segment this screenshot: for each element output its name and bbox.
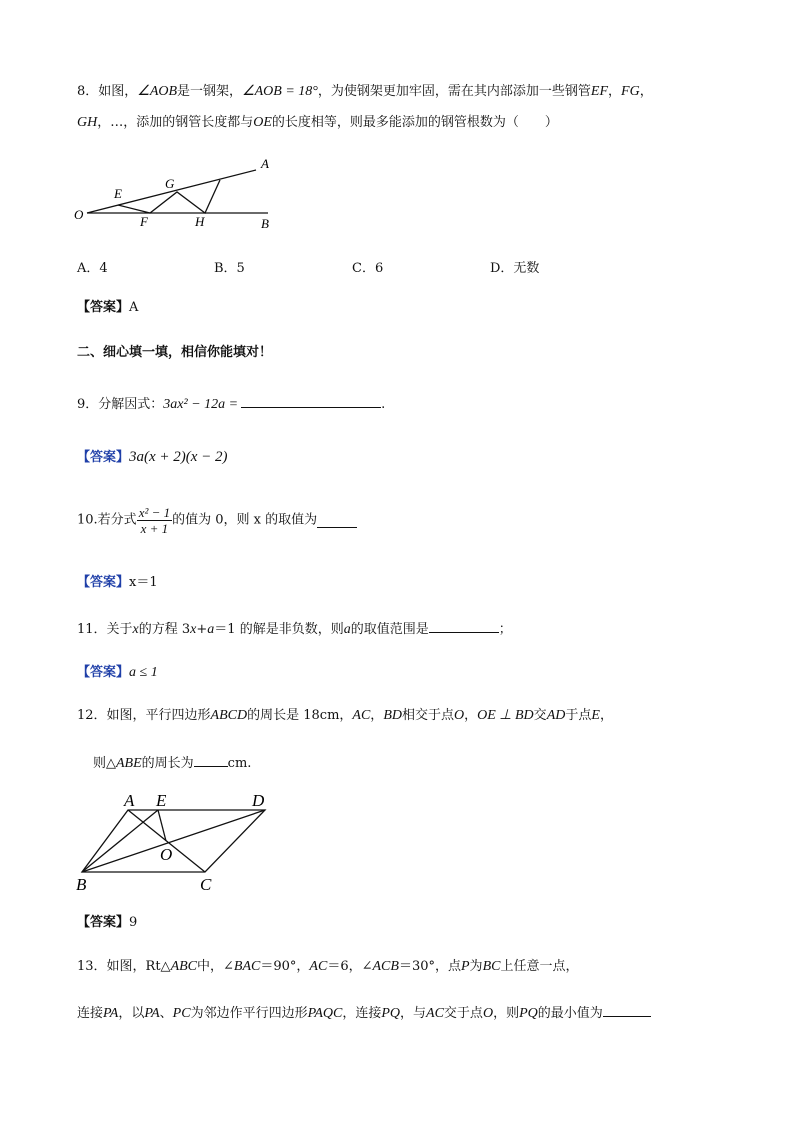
- q11-text: 的方程 3: [138, 622, 191, 637]
- q13-text: 交于点: [443, 1006, 483, 1021]
- label-o: O: [74, 207, 84, 222]
- q13-text: 的最小值为: [537, 1006, 603, 1021]
- label-c: C: [200, 875, 212, 894]
- q11-math: a: [207, 622, 215, 637]
- q13-math: ACB: [372, 959, 399, 974]
- q13-text: 连接: [77, 1006, 104, 1021]
- label-f: F: [140, 214, 148, 229]
- q8-option-c: C．6: [352, 261, 384, 276]
- q13-text: 、: [159, 1006, 173, 1021]
- q13-text: ，连接: [342, 1006, 382, 1021]
- q8-math: EF: [590, 84, 608, 99]
- q8-text: ，为使钢架更加牢固，需在其内部添加一些钢管: [317, 84, 591, 99]
- section-heading: 二、细心填一填，相信你能填对！: [77, 345, 273, 360]
- q9-period: .: [381, 397, 386, 412]
- fraction-numerator: x² − 1: [138, 505, 171, 520]
- q11-math: a: [343, 622, 351, 637]
- label-b: B: [261, 216, 269, 231]
- q12-math: ABE: [116, 756, 142, 771]
- q13-line2: [77, 1002, 651, 1024]
- q11-text: +: [196, 622, 208, 637]
- q11-text: ＝1 的解是非负数，则: [214, 622, 344, 637]
- answer-value: x＝1: [129, 575, 158, 590]
- q8-text: ，: [608, 84, 622, 99]
- q13-text: ，与: [400, 1006, 427, 1021]
- label-e: E: [114, 186, 122, 201]
- q13-text: 为: [469, 959, 483, 974]
- q8-option-a: A．4: [77, 261, 108, 276]
- q12-answer: [77, 913, 137, 933]
- label-o: O: [160, 845, 173, 864]
- fraction-denominator: x + 1: [140, 521, 169, 536]
- q13-text: ＝30°，点: [398, 959, 461, 974]
- q8-text: 的长度相等，则最多能添加的钢管根数为（ ）: [271, 115, 558, 130]
- q13-text: 13．如图，Rt△: [77, 959, 171, 974]
- q12-text: ，: [599, 708, 613, 723]
- q12-text: 于点: [565, 708, 592, 723]
- q12-text: 相交于点: [401, 708, 454, 723]
- q13-math: PA: [144, 1006, 160, 1021]
- q12-math: AC: [352, 708, 371, 723]
- q13-text: 中，∠: [197, 959, 234, 974]
- q11-text: ；: [498, 622, 512, 637]
- label-h: H: [195, 214, 205, 229]
- q12-text: 的周长是 18cm，: [247, 708, 353, 723]
- q13-text: 上任意一点，: [500, 959, 579, 974]
- q12-text: 的周长为: [141, 756, 194, 771]
- q12-math: OE ⊥ BD: [477, 708, 534, 723]
- q10-text: 10.若分式: [77, 512, 137, 528]
- label-g: G: [165, 176, 175, 191]
- q11-math: x: [132, 622, 139, 637]
- q11-text: 的取值范围是: [350, 622, 429, 637]
- q12-math: E: [591, 708, 600, 723]
- q13-text: ＝90°，: [260, 959, 310, 974]
- q13-math: PC: [172, 1006, 191, 1021]
- q9-text: 9．分解因式：: [77, 397, 164, 412]
- label-a: A: [124, 791, 135, 810]
- answer-label: 【答案】: [77, 300, 130, 315]
- label-b: B: [76, 875, 87, 894]
- q8-math: ∠AOB: [137, 84, 178, 99]
- q13-math: PA: [103, 1006, 119, 1021]
- q13-text: 为邻边作平行四边形: [190, 1006, 308, 1021]
- answer-label: 【答案】: [77, 450, 130, 465]
- q13-math: PQ: [519, 1006, 538, 1021]
- q8-math: OE: [253, 115, 272, 130]
- q13-text: ＝6，∠: [327, 959, 373, 974]
- q12-text: 交: [533, 708, 547, 723]
- q11-text: 11．关于: [77, 622, 133, 637]
- q13-text: ，则: [493, 1006, 520, 1021]
- q13-math: PAQC: [307, 1006, 343, 1021]
- answer-value: 3a(x + 2)(x − 2): [129, 449, 228, 465]
- q12-text: cm.: [227, 756, 252, 771]
- q13-blank[interactable]: [603, 1002, 651, 1017]
- q13-math: AC: [309, 959, 328, 974]
- label-d: D: [252, 791, 265, 810]
- q8-math: GH: [77, 115, 98, 130]
- segment-eo: [158, 810, 166, 841]
- q12-text: 则△: [93, 756, 116, 771]
- q8-option-d: D．无数: [490, 261, 540, 276]
- q13-math: AC: [426, 1006, 444, 1021]
- diagonal-bd: [82, 810, 265, 872]
- q13-math: P: [460, 959, 470, 974]
- q13-text: ，以: [118, 1006, 145, 1021]
- q12-text: 12．如图，平行四边形: [77, 708, 211, 723]
- q13-math: ABC: [170, 959, 198, 974]
- q13-math: BC: [482, 959, 501, 974]
- q8-text: ，…，添加的钢管长度都与: [97, 115, 254, 130]
- q12-text: ，: [370, 708, 384, 723]
- q8-text: 8．如图，: [77, 84, 138, 99]
- answer-label: 【答案】: [77, 915, 130, 930]
- label-e: E: [156, 791, 167, 810]
- answer-value: A: [129, 300, 139, 315]
- q8-text: 是一钢架，: [177, 84, 243, 99]
- q8-option-b: B．5: [214, 261, 245, 276]
- q8-math: ∠AOB = 18°: [242, 84, 318, 99]
- label-a: A: [261, 156, 269, 171]
- q12-math: ABCD: [210, 708, 248, 723]
- segment-be: [82, 810, 158, 872]
- answer-value: 9: [129, 915, 138, 930]
- q8-text: ，: [639, 84, 653, 99]
- answer-label: 【答案】: [77, 665, 130, 680]
- answer-value: a ≤ 1: [129, 665, 158, 680]
- answer-label: 【答案】: [77, 575, 130, 590]
- q13-math: O: [482, 1006, 494, 1021]
- q12-math: BD: [383, 708, 402, 723]
- q12-text: ，: [464, 708, 478, 723]
- q10-text: 的值为 0，则 x 的取值为: [172, 512, 318, 528]
- q13-line1: [77, 957, 578, 977]
- q11-math: x: [190, 622, 197, 637]
- q13-math: BAC: [233, 959, 261, 974]
- q8-math: FG: [621, 84, 640, 99]
- q12-math: O: [454, 708, 465, 723]
- q9-expression: 3ax² − 12a =: [163, 397, 239, 412]
- q12-math: AD: [546, 708, 566, 723]
- q13-math: PQ: [381, 1006, 401, 1021]
